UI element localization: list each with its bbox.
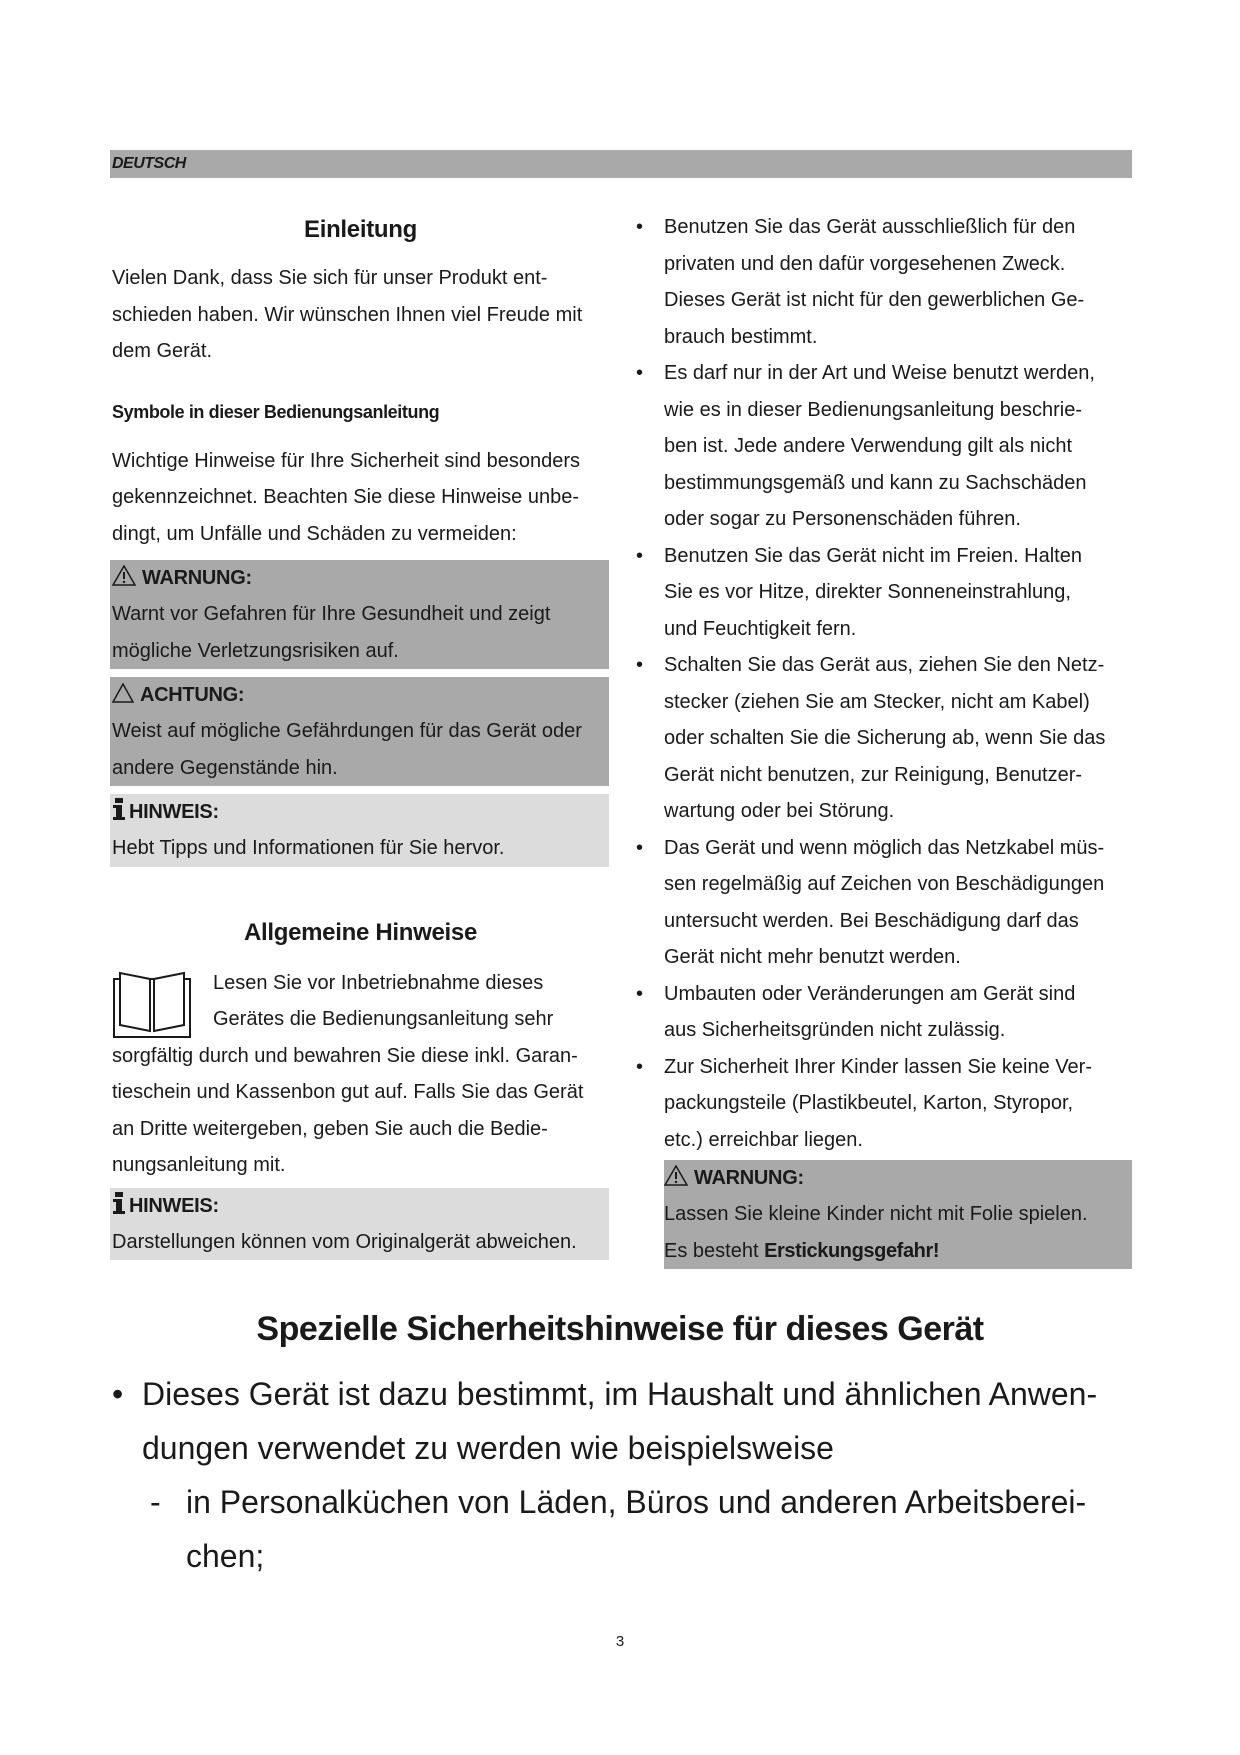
note-text-2: Darstellungen können vom Originalgerät abweichen. (112, 1230, 577, 1253)
safety-bullet-item (636, 355, 1132, 538)
caution-line: andere Gegenstände hin. (112, 756, 338, 779)
safety-bullet-item (636, 538, 1132, 648)
intro-line: schieden haben. Wir wünschen Ihnen viel Freude mit (112, 303, 583, 326)
note-box (110, 794, 609, 867)
general-title: Allgemeine Hinweise (243, 918, 478, 946)
warning-box-right (664, 1160, 1132, 1269)
bullet-line: bestimmungsgemäß und kann zu Sachschäden (664, 471, 1087, 494)
general-line: sorgfältig durch und bewahren Sie diese inkl. Garan- (112, 1044, 578, 1067)
bullet-line: oder schalten Sie die Sicherung ab, wenn Sie das (664, 727, 1106, 749)
intro-title: Einleitung (304, 216, 417, 243)
language-label: DEUTSCH (112, 155, 186, 172)
info-icon (112, 1192, 126, 1214)
bullet-line: • Das Gerät und wenn möglich das Netzkabel müs- (664, 836, 1105, 859)
dash-marker: - (150, 1484, 161, 1520)
bullet-line: oder sogar zu Personenschäden führen. (664, 508, 1021, 530)
bullet-line: Gerät nicht benutzen, zur Reinigung, Benutzer- (664, 763, 1083, 786)
warning-label-right: WARNUNG: (694, 1167, 804, 1189)
general-line: an Dritte weitergeben, geben Sie auch die Bedie- (112, 1117, 548, 1140)
special-bullet-line: dungen verwendet zu werden wie beispielsweise (142, 1430, 834, 1466)
caution-line: Weist auf mögliche Gefährdungen für das Gerät oder (112, 720, 582, 742)
bullet-line: brauch bestimmt. (664, 325, 818, 348)
safety-bullet-item (636, 976, 1132, 1049)
bullet-line: etc.) erreichbar liegen. (664, 1128, 863, 1151)
open-book-icon (112, 971, 192, 1039)
note-label-2: HINWEIS: (129, 1194, 219, 1217)
general-line: Lesen Sie vor Inbetriebnahme dieses (213, 971, 544, 994)
safety-bullet-item (636, 209, 1132, 355)
note-label: HINWEIS: (129, 801, 219, 823)
intro-line: dem Gerät. (112, 340, 213, 362)
warning-line-right: Lassen Sie kleine Kinder nicht mit Folie spielen. (664, 1203, 1088, 1225)
safety-bullet-item (636, 647, 1132, 830)
warning-box (110, 560, 609, 669)
page-number: 3 (615, 1633, 625, 1650)
caution-triangle-icon (112, 683, 134, 703)
symbols-line: Wichtige Hinweise für Ihre Sicherheit sind besonders (112, 449, 580, 472)
general-line: Gerätes die Bedienungsanleitung sehr (213, 1008, 554, 1030)
special-dash-line: chen; (186, 1538, 265, 1574)
intro-line: Vielen Dank, dass Sie sich für unser Produkt ent- (112, 267, 548, 289)
warning-label: WARNUNG: (142, 567, 252, 589)
note-box-2 (110, 1188, 609, 1261)
special-bullet (112, 1367, 1122, 1475)
bullet-line: • Benutzen Sie das Gerät nicht im Freien. Halten (664, 544, 1082, 567)
left-column (112, 210, 609, 1260)
note-heading (112, 794, 609, 830)
bullet-line: sen regelmäßig auf Zeichen von Beschädigungen (664, 873, 1105, 895)
warning-triangle-icon (664, 1165, 688, 1186)
bullet-line: ben ist. Jede andere Verwendung gilt als nicht (664, 435, 1073, 457)
bullet-line: • Benutzen Sie das Gerät ausschließlich für den (664, 216, 1076, 238)
bullet-line: packungsteile (Plastikbeutel, Karton, Styropor, (664, 1092, 1074, 1114)
bullet-line: aus Sicherheitsgründen nicht zulässig. (664, 1019, 1006, 1041)
right-column (636, 209, 1132, 1269)
caution-label: ACHTUNG: (140, 684, 245, 706)
bullet-line: • Umbauten oder Veränderungen am Gerät sind (664, 982, 1076, 1005)
safety-bullet-item (636, 1049, 1132, 1159)
general-line: tieschein und Kassenbon gut auf. Falls Sie das Gerät (112, 1081, 584, 1103)
safety-bullet-list (636, 209, 1132, 1158)
bullet-line: Gerät nicht mehr benutzt werden. (664, 946, 961, 968)
bullet-line: untersucht werden. Bei Beschädigung darf das (664, 909, 1079, 932)
bullet-line: Sie es vor Hitze, direkter Sonneneinstrahlung, (664, 581, 1071, 603)
warning-line: mögliche Verletzungsrisiken auf. (112, 639, 399, 662)
general-text (112, 965, 609, 1184)
bullet-line: Dieses Gerät ist nicht für den gewerblichen Ge- (664, 289, 1085, 311)
bullet-line: • Es darf nur in der Art und Weise benutzt werden, (664, 362, 1095, 384)
bullet-marker: • (112, 1376, 124, 1412)
bullet-line: wie es in dieser Bedienungsanleitung beschrie- (664, 398, 1083, 421)
bullet-line: stecker (ziehen Sie am Stecker, nicht am Kabel) (664, 690, 1090, 713)
bullet-line: wartung oder bei Störung. (664, 800, 895, 822)
caution-box (110, 677, 609, 786)
intro-text (112, 260, 609, 370)
warning-triangle-icon (112, 565, 136, 586)
symbols-line: gekennzeichnet. Beachten Sie diese Hinweise unbe- (112, 486, 579, 508)
caution-heading (112, 677, 609, 713)
language-header-bar (110, 150, 1132, 178)
info-icon (112, 798, 126, 820)
special-title: Spezielle Sicherheitshinweise für dieses Gerät (256, 1310, 984, 1348)
symbols-title: Symbole in dieser Bedienungsanleitung (112, 401, 440, 422)
symbols-line: dingt, um Unfälle und Schäden zu vermeiden: (112, 522, 517, 545)
special-dash-line: in Personalküchen von Läden, Büros und anderen Arbeitsberei- (186, 1484, 1087, 1520)
warning-line: Warnt vor Gefahren für Ihre Gesundheit und zeigt (112, 603, 551, 625)
bullet-line: und Feuchtigkeit fern. (664, 617, 857, 640)
note-text: Hebt Tipps und Informationen für Sie hervor. (112, 837, 505, 859)
symbols-text (112, 443, 609, 553)
general-line: nungsanleitung mit. (112, 1154, 286, 1176)
safety-bullet-item (636, 830, 1132, 976)
suffocation-hazard: Erstickungsgefahr! (764, 1239, 940, 1262)
bullet-line: • Zur Sicherheit Ihrer Kinder lassen Sie keine Ver- (664, 1055, 1092, 1078)
special-bullet-line: Dieses Gerät ist dazu bestimmt, im Haushalt und ähnlichen Anwen- (142, 1376, 1098, 1412)
warning-prefix: Es besteht (664, 1239, 765, 1262)
warning-heading-right (664, 1160, 1132, 1196)
bullet-line: privaten und den dafür vorgesehenen Zweck. (664, 252, 1066, 275)
warning-line-right-2 (664, 1233, 1132, 1270)
note-heading-2 (112, 1188, 609, 1224)
bullet-line: • Schalten Sie das Gerät aus, ziehen Sie den Netz- (664, 654, 1105, 676)
special-dash-item (150, 1475, 1110, 1583)
warning-heading (112, 560, 609, 596)
